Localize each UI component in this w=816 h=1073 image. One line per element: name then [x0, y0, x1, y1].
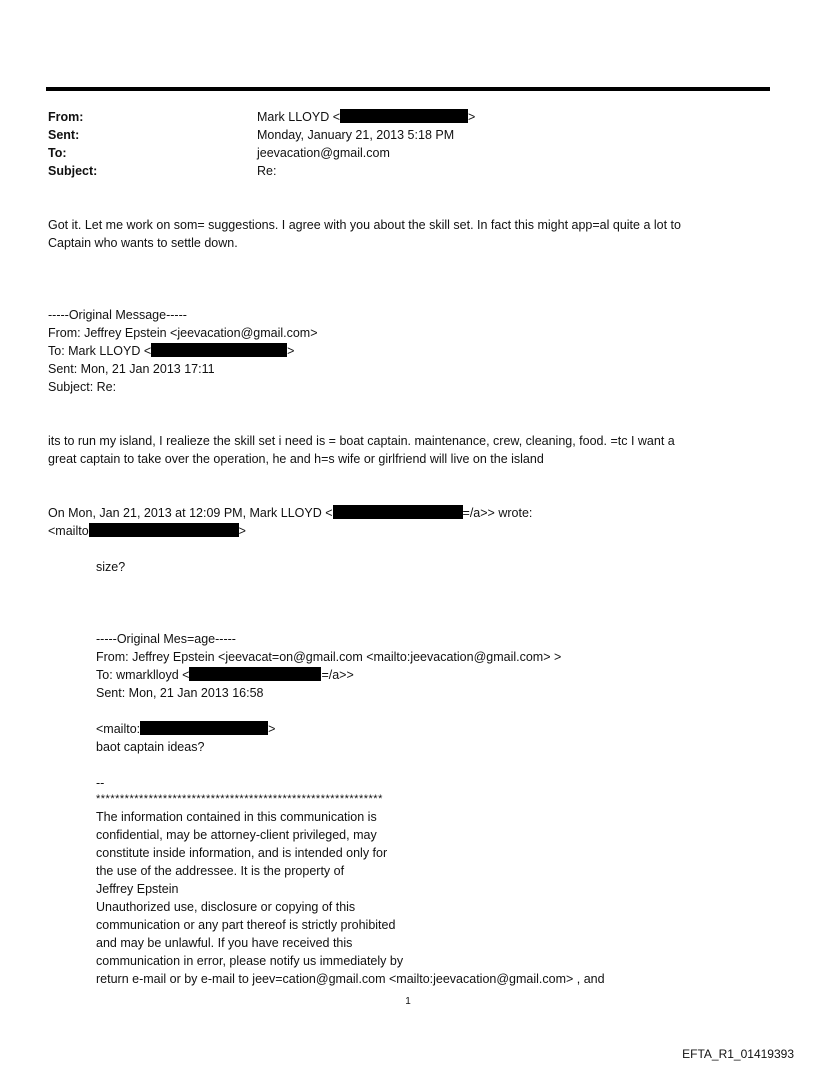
message-line: its to run my island, I realieze the skill set i need is = boat captain. maintenance, crew, cleaning, food. =tc I want a — [48, 434, 675, 448]
quote-mailto: <mailto > — [48, 524, 246, 538]
star-divider: ************************************************************ — [96, 793, 383, 805]
to-label: To: — [48, 146, 67, 160]
redacted-email — [140, 721, 268, 735]
disclaimer-line: Jeffrey Epstein — [96, 882, 179, 896]
disclaimer-line: and may be unlawful. If you have received this — [96, 936, 353, 950]
redacted-email — [89, 523, 239, 537]
from-value: Mark LLOYD < > — [257, 110, 476, 124]
redacted-email — [333, 505, 463, 519]
orig-to: To: Mark LLOYD < > — [48, 344, 295, 358]
disclaimer-line: communication or any part thereof is strictly prohibited — [96, 918, 396, 932]
subject-value: Re: — [257, 164, 277, 178]
subject-label: Subject: — [48, 164, 98, 178]
disclaimer-line: return e-mail or by e-mail to jeev=cation@gmail.com <mailto:jeevacation@gmail.com> , and — [96, 972, 605, 986]
orig2-to: To: wmarklloyd < =/a>> — [96, 668, 354, 682]
quote-text: size? — [96, 560, 126, 574]
original-message-marker: -----Original Message----- — [48, 308, 187, 322]
redacted-email — [340, 109, 468, 123]
disclaimer-line: constitute inside information, and is intended only for — [96, 846, 388, 860]
disclaimer-line: communication in error, please notify us immediately by — [96, 954, 404, 968]
redacted-email — [151, 343, 287, 357]
bates-number: EFTA_R1_01419393 — [682, 1047, 794, 1061]
original-message-marker: -----Original Mes=age----- — [96, 632, 236, 646]
orig2-sent: Sent: Mon, 21 Jan 2013 16:58 — [96, 686, 264, 700]
orig2-text: baot captain ideas? — [96, 740, 205, 754]
page-number: 1 — [405, 996, 411, 1007]
disclaimer-line: confidential, may be attorney-client privileged, may — [96, 828, 377, 842]
disclaimer-line: The information contained in this communication is — [96, 810, 377, 824]
header-rule — [46, 87, 770, 91]
orig2-from: From: Jeffrey Epstein <jeevacat=on@gmail.com <mailto:jeevacation@gmail.com> > — [96, 650, 562, 664]
body-line: Captain who wants to settle down. — [48, 236, 238, 250]
quote-header: On Mon, Jan 21, 2013 at 12:09 PM, Mark LLOYD < =/a>> wrote: — [48, 506, 533, 520]
orig-sent: Sent: Mon, 21 Jan 2013 17:11 — [48, 362, 215, 376]
from-label: From: — [48, 110, 84, 124]
orig2-mailto: <mailto: > — [96, 722, 276, 736]
sent-value: Monday, January 21, 2013 5:18 PM — [257, 128, 455, 142]
body-line: Got it. Let me work on som= suggestions. I agree with you about the skill set. In fact this might app=al quite a lot to — [48, 218, 681, 232]
disclaimer-line: Unauthorized use, disclosure or copying of this — [96, 900, 356, 914]
to-value: jeevacation@gmail.com — [257, 146, 390, 160]
orig-from: From: Jeffrey Epstein <jeevacation@gmail.com> — [48, 326, 318, 340]
disclaimer-line: the use of the addressee. It is the property of — [96, 864, 345, 878]
signature-dashes: -- — [96, 776, 105, 790]
sent-label: Sent: — [48, 128, 80, 142]
orig-subject: Subject: Re: — [48, 380, 117, 394]
redacted-email — [189, 667, 321, 681]
message-line: great captain to take over the operation, he and h=s wife or girlfriend will live on the island — [48, 452, 544, 466]
